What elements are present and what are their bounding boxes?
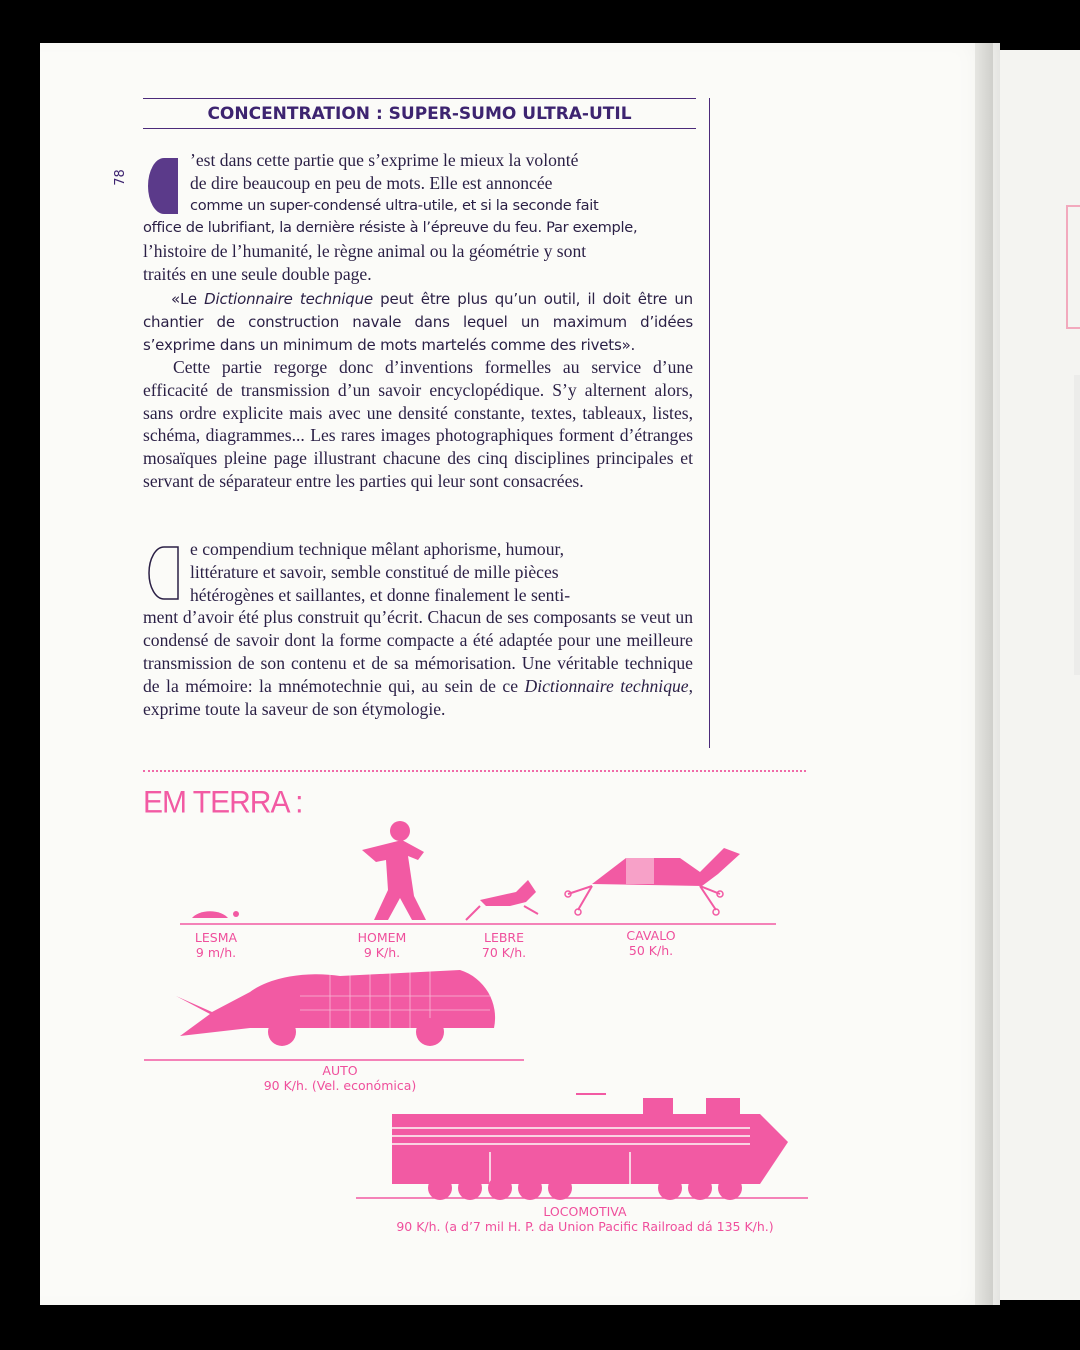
man-head-icon [390, 821, 410, 841]
compendium-line: e compendium technique mêlant aphorisme, humour, [190, 539, 565, 559]
caption-man [342, 930, 422, 960]
header-rule-bottom [143, 128, 696, 129]
caption-speed: 9 m/h. [195, 945, 237, 960]
body-text: Cette partie regorge donc d’inventions formelles au service d’une efficacité de transmission d’un savoir encyclopédique. S’y alternent alors, sans ordre explicite mais avec une densité constante, textes, tableaux, listes, schéma, diagrammes... Les rares images photographiques forment d’étranges mosaïques pleine page illustrant chacune des cinq disciplines principales et servant de séparateur entre les parties qui leur sont consacrées. [143, 357, 693, 491]
compendium-text: ment d’avoir été plus construit qu’écrit. Chacun de ses composants se veut un condensé de savoir dont la forme compacte a été adaptée pour une meilleure transmission de son contenu et de sa mémorisation. Une véritable technique de la mémoire: la mnémotechnie qui, au sein de ce [143, 607, 693, 696]
snail-icon [192, 911, 228, 918]
caption-speed: 9 K/h. [363, 945, 401, 960]
caption-name: LESMA [194, 930, 238, 945]
column-rule [709, 98, 710, 748]
caption-speed: 70 K/h. [481, 945, 527, 960]
caption-horse [606, 928, 696, 958]
compendium-line: hétérogènes et saillantes, et donne finalement le senti- [190, 584, 571, 605]
caption-speed: 90 K/h. (Vel. económica) [263, 1078, 417, 1093]
caption-name: CAVALO [626, 928, 676, 943]
compendium-end: , exprime toute la saveur de son étymologie. [143, 675, 693, 719]
page-number: 78 [112, 169, 128, 186]
caption-car [220, 1063, 460, 1093]
speed-comparison-illustration [140, 810, 820, 1250]
paragraph-intro [143, 149, 693, 286]
compendium-italic: Dictionnaire technique [524, 675, 689, 696]
caption-name: LOCOMOTIVA [543, 1204, 627, 1219]
horse-icon [592, 848, 740, 886]
caption-name: HOMEM [357, 930, 407, 945]
caption-snail [176, 930, 256, 960]
intro-line: office de lubrifiant, la dernière résiste à l’épreuve du feu. Par exemple, [143, 219, 638, 237]
quote-text: peut être plus qu’un outil, il doit être un chantier de construction navale dans lequel un maximum d’idées s’exprime dans un minimum de mots martelés comme des rivets». [143, 290, 693, 354]
caption-hare [464, 930, 544, 960]
paragraph-compendium [143, 538, 693, 720]
illustration-title: EM TERRA : [143, 785, 303, 820]
intro-line: ’est dans cette partie que s’exprime le mieux la volonté [190, 150, 579, 170]
quote-title: Dictionnaire technique [204, 290, 373, 308]
intro-line: traités en une seule double page. [143, 263, 372, 284]
section-header: CONCENTRATION : SUPER-SUMO ULTRA-UTIL [207, 104, 632, 124]
header-rule-top [143, 98, 696, 99]
caption-name: LEBRE [483, 930, 525, 945]
dotted-divider [143, 770, 806, 772]
paragraph-quote [143, 288, 693, 357]
locomotive-icon [643, 1098, 673, 1114]
facing-page-shade [1074, 375, 1080, 675]
car-icon [176, 970, 495, 1036]
paragraph-body [143, 356, 693, 493]
hare-icon [480, 880, 536, 906]
intro-line: l’histoire de l’humanité, le règne animal ou la géométrie y sont [143, 241, 587, 262]
caption-locomotive [350, 1204, 820, 1234]
facing-page-edge [992, 50, 1080, 1300]
intro-line: comme un super-condensé ultra-utile, et si la seconde fait [190, 196, 599, 214]
compendium-line: littérature et savoir, semble constitué de mille pièces [190, 561, 559, 582]
caption-speed: 50 K/h. [628, 943, 674, 958]
page-gutter [975, 43, 993, 1305]
intro-line: de dire beaucoup en peu de mots. Elle est annoncée [190, 172, 553, 193]
quote-prefix: «Le [171, 290, 205, 308]
facing-page-frame [1066, 205, 1080, 329]
caption-name: AUTO [322, 1063, 358, 1078]
caption-speed: 90 K/h. (a d’7 mil H. P. da Union Pacific Railroad dá 135 K/h.) [396, 1219, 774, 1234]
man-icon [362, 840, 426, 920]
